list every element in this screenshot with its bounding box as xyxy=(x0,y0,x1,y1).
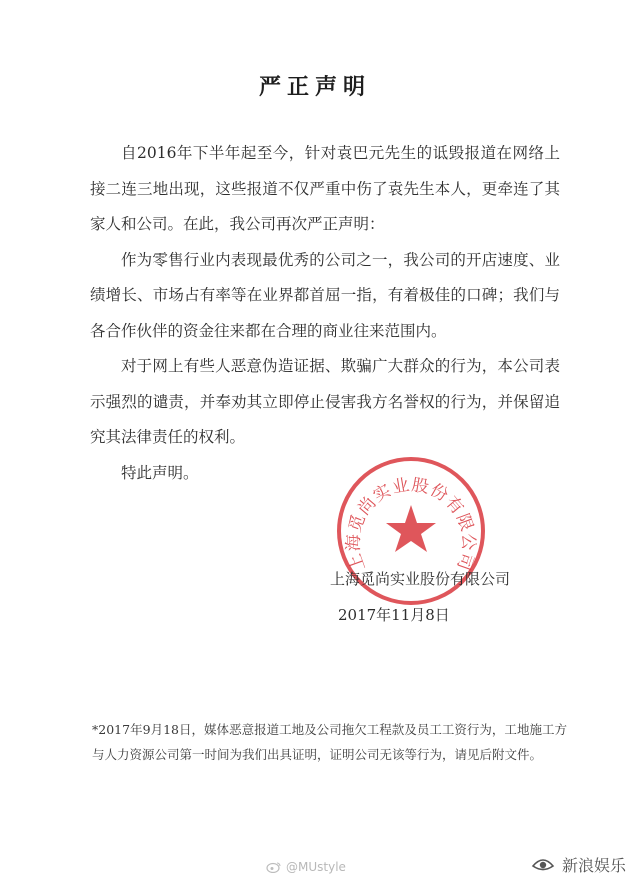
weibo-icon xyxy=(266,861,282,873)
paragraph-2: 作为零售行业内表现最优秀的公司之一，我公司的开店速度、业绩增长、市场占有率等在业界都首屈一指，有着极佳的口碑；我们与各合作伙伴的资金往来都在合理的商业往来范围内。 xyxy=(90,250,560,340)
paragraph-1: 自2016年下半年起至今，针对袁巴元先生的诋毁报道在网络上接二连三地出现，这些报道不仅严重中伤了袁先生本人，更牵连了其家人和公司。在此，我公司再次严正声明： xyxy=(90,144,560,233)
paragraph-3: 对于网上有些人恶意伪造证据、欺骗广大群众的行为，本公司表示强烈的谴责，并奉劝其立即停止侵害我方名誉权的行为，并保留追究其法律责任的权利。 xyxy=(90,357,560,446)
signature-date: 2017年11月8日 xyxy=(338,606,450,624)
weibo-handle: @MUstyle xyxy=(286,860,346,874)
footnote: *2017年9月18日，媒体恶意报道工地及公司拖欠工程款及员工工资行为，工地施工方与人力资源公司第一时间为我们出具证明，证明公司无该等行为，请见后附文件。 xyxy=(92,722,567,762)
paragraph-4: 特此声明。 xyxy=(121,463,199,482)
seal-text: 上海觅尚实业股份有限公司 xyxy=(343,475,479,574)
sina-eye-icon xyxy=(530,851,556,877)
company-signature: 上海觅尚实业股份有限公司 xyxy=(330,570,511,588)
statement-body xyxy=(90,136,560,491)
brand-name: 新浪娱乐 xyxy=(562,855,627,875)
seal-star-icon xyxy=(386,505,436,552)
document-title: 严正声明 xyxy=(258,74,371,100)
brand-watermark xyxy=(530,851,626,877)
weibo-watermark xyxy=(266,860,346,874)
